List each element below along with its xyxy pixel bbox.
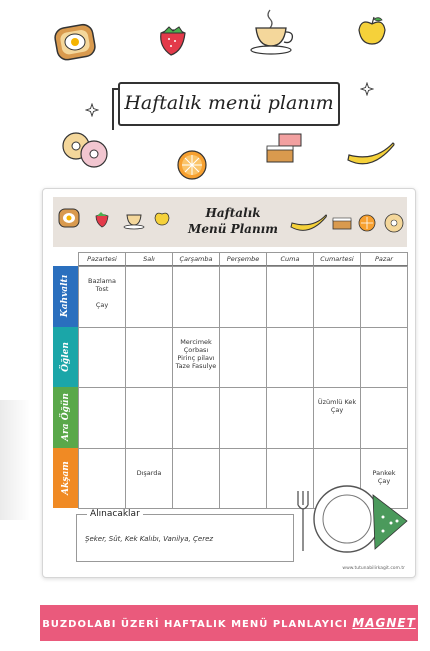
meal-label-breakfast — [53, 266, 78, 327]
shopping-list-title: Alınacaklar — [87, 509, 143, 519]
meal-entry-line: Pankek — [372, 468, 396, 477]
strawberry-icon — [93, 211, 111, 229]
toast-icon — [52, 22, 100, 62]
meal-cell[interactable] — [313, 387, 361, 449]
coffee-cup-icon — [123, 207, 147, 231]
board-title — [173, 205, 293, 237]
meal-cell[interactable] — [266, 266, 314, 328]
background-shade — [0, 400, 30, 520]
orange-icon — [357, 213, 377, 233]
menu-grid — [53, 252, 407, 508]
day-header-row — [78, 252, 407, 266]
product-banner — [40, 605, 418, 641]
meal-cell[interactable] — [219, 448, 267, 510]
meal-cell[interactable] — [172, 327, 220, 389]
meal-cell[interactable] — [360, 327, 408, 389]
banana-icon — [289, 213, 329, 235]
meal-label-snack — [53, 387, 78, 448]
meal-cell[interactable] — [78, 266, 126, 328]
apple-icon — [355, 14, 389, 48]
meal-cells — [78, 266, 407, 508]
website-url: www.tutunabilirkagit.com.tr — [342, 566, 405, 571]
meal-entry-line: Çorbası — [183, 345, 209, 354]
banner-title: Haftalık menü planım — [124, 92, 334, 114]
meal-entry-line: Çay — [377, 476, 391, 485]
meal-cell[interactable] — [172, 448, 220, 510]
board-title-line1: Haftalık — [205, 206, 261, 220]
strawberry-icon — [155, 25, 191, 57]
meal-labels — [53, 266, 78, 508]
meal-cell[interactable] — [219, 387, 267, 449]
toast-icon — [57, 207, 81, 229]
star-icon — [360, 82, 374, 96]
meal-label-text: Kahvaltı — [60, 275, 71, 318]
meal-entry-line: Dışarda — [136, 468, 162, 477]
meal-entry-line: Bazlama — [88, 277, 116, 285]
napkin-icon — [369, 487, 409, 551]
meal-label-lunch — [53, 327, 78, 388]
day-header: Perşembe — [219, 252, 267, 266]
meal-cell[interactable] — [360, 387, 408, 449]
meal-cell[interactable] — [125, 266, 173, 328]
meal-entry-line — [79, 293, 125, 301]
cake-icon — [265, 132, 311, 166]
meal-cell[interactable] — [125, 387, 173, 449]
meal-label-text: Öğlen — [60, 341, 71, 372]
meal-entry-line: Çay — [330, 406, 344, 414]
meal-label-text: Akşam — [60, 460, 71, 495]
meal-entry-line: Çay — [95, 301, 109, 309]
product-banner-text — [40, 616, 418, 630]
apple-icon — [153, 209, 171, 227]
cake-icon — [331, 215, 353, 231]
title-banner — [118, 82, 340, 126]
day-header: Pazartesi — [78, 252, 126, 266]
day-header: Pazar — [360, 252, 408, 266]
banana-icon — [345, 140, 397, 170]
meal-entry-line: Mercimek — [180, 337, 212, 346]
meal-cell[interactable] — [360, 266, 408, 328]
meal-cell[interactable] — [125, 327, 173, 389]
product-banner-highlight: MAGNET — [352, 616, 416, 630]
board-title-line2: Menü Planım — [188, 222, 278, 236]
shopping-list-text: Şeker, Süt, Kek Kalıbı, Vanilya, Çerez — [85, 535, 214, 543]
meal-cell[interactable] — [266, 387, 314, 449]
day-header: Cumartesi — [313, 252, 361, 266]
meal-cell[interactable] — [78, 448, 126, 510]
meal-cell[interactable] — [266, 327, 314, 389]
meal-cell[interactable] — [78, 387, 126, 449]
meal-cell[interactable] — [313, 266, 361, 328]
meal-cell[interactable] — [219, 327, 267, 389]
coffee-cup-icon — [246, 6, 298, 58]
shopping-list — [76, 509, 294, 562]
donut-icon — [383, 212, 405, 234]
board-header — [53, 197, 407, 247]
star-icon — [85, 103, 99, 117]
meal-cell[interactable] — [313, 327, 361, 389]
meal-cell[interactable] — [172, 387, 220, 449]
day-header: Cuma — [266, 252, 314, 266]
product-banner-main: BUZDOLABI ÜZERİ HAFTALIK MENÜ PLANLAYICI — [42, 619, 348, 630]
meal-entry-line: Taze Fasulye — [175, 361, 217, 370]
meal-label-text: Ara Öğün — [60, 393, 71, 442]
day-header: Çarşamba — [172, 252, 220, 266]
meal-cell[interactable] — [78, 327, 126, 389]
meal-entry-line: Pirinç pilavı — [177, 353, 215, 362]
fork-icon — [295, 489, 311, 553]
day-header: Salı — [125, 252, 173, 266]
meal-cell[interactable] — [219, 266, 267, 328]
meal-entry-line: Üzümlü Kek — [317, 398, 357, 406]
menu-planner-board — [42, 188, 416, 578]
meal-label-dinner — [53, 448, 78, 509]
hero-illustration — [0, 0, 430, 185]
meal-cell[interactable] — [125, 448, 173, 510]
meal-cell[interactable] — [172, 266, 220, 328]
meal-entry-line: Tost — [95, 285, 109, 293]
orange-icon — [175, 148, 209, 182]
donut-icon — [60, 130, 112, 170]
